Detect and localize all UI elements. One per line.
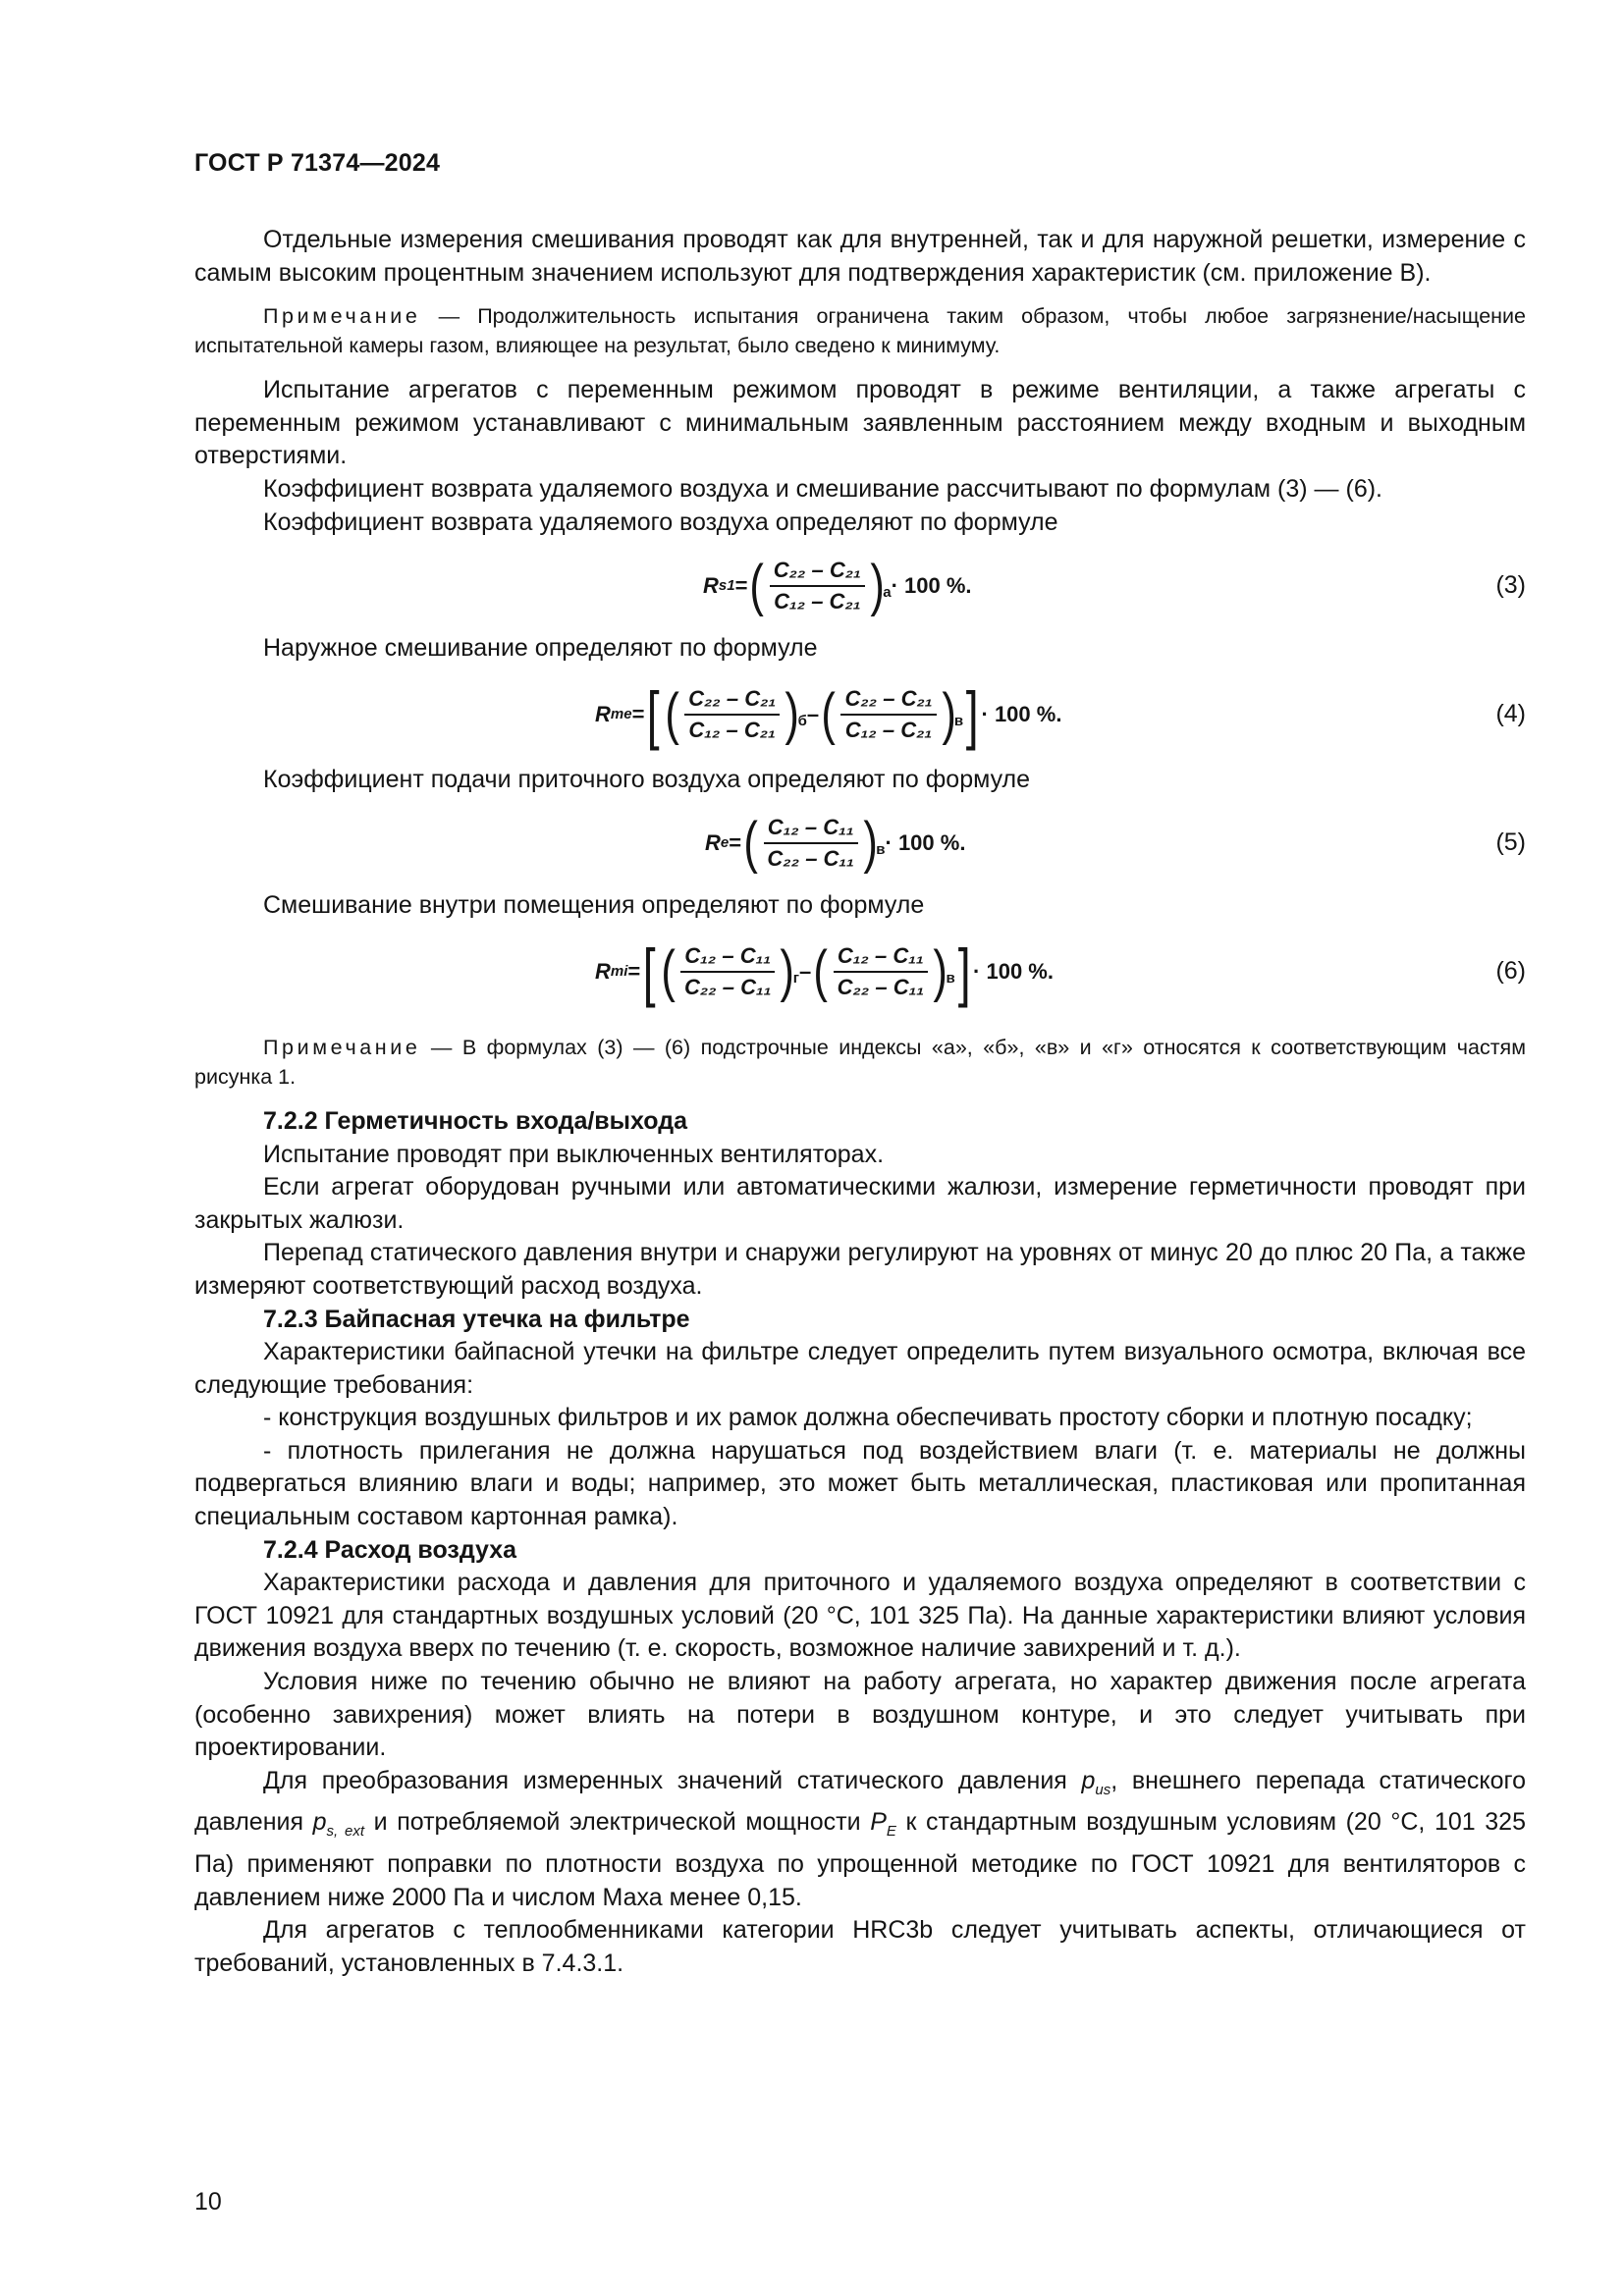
paragraph: Испытание агрегатов с переменным режимом проводят в режиме вентиляции, а также агрегаты с переменным режимом устанавливают с минимальным заявленным расстоянием между входным и выходным отверстиями.: [194, 376, 1526, 470]
formula-6: [194, 923, 1526, 1021]
formula-5: [194, 796, 1526, 889]
note-label: Примечание: [263, 304, 421, 329]
section-heading: 7.2.4 Расход воздуха: [263, 1535, 517, 1564]
formula-number: (4): [1495, 700, 1526, 728]
paragraph: Наружное смешивание определяют по формуле: [263, 634, 818, 663]
section-heading: 7.2.2 Герметичность входа/выхода: [263, 1106, 688, 1135]
list-item: - конструкция воздушных фильтров и их рамок должна обеспечивать простоту сборки и плотную посадку;: [263, 1404, 1473, 1432]
paragraph: Характеристики байпасной утечки на фильтре следует определить путем визуального осмотра, включая все следующие требования:: [194, 1338, 1526, 1399]
body-text: [194, 224, 1526, 1980]
note: [194, 301, 1526, 360]
formula-number: (6): [1495, 957, 1526, 986]
section-heading: 7.2.3 Байпасная утечка на фильтре: [263, 1305, 690, 1333]
paragraph: Коэффициент возврата удаляемого воздуха определяют по формуле: [263, 507, 1058, 536]
page-number: 10: [194, 2188, 222, 2216]
paragraph: Для преобразования измеренных значений статического давления $p_{us}$, внешнего перепада статического давления $p_{s, ext}$ и потребляемой электрической мощности $P_E$ к стандартным воздушным условиям (20 °С, 101 325 Па) применяют поправки по плотности воздуха по упрощенной методике по ГОСТ 10921 для вентиляторов с давлением ниже 2000 Па и числом Маха менее 0,15.: [194, 1766, 1526, 1911]
paragraph: Испытание проводят при выключенных вентиляторах.: [263, 1140, 885, 1168]
note: [194, 1033, 1526, 1092]
formula-4-expression: R me = [ ( $\frac{\text{C₂₂ – C₂₁}}{\text{C₁₂ – C₂₁}}$ ) б – ( $\frac{\text{C₂₂ – C₂₁}}{\text{C₁₂ – C₂₁}}$ ) в ] · 100 %.: [595, 677, 1062, 751]
paragraph: Коэффициент возврата удаляемого воздуха и смешивание рассчитывают по формулам (3) — (6).: [263, 474, 1382, 503]
formula-number: (3): [1495, 571, 1526, 600]
paragraph: Коэффициент подачи приточного воздуха определяют по формуле: [263, 765, 1031, 793]
standard-header: ГОСТ Р 71374—2024: [194, 149, 441, 177]
paragraph: Условия ниже по течению обычно не влияют на работу агрегата, но характер движения после агрегата (особенно завихрения) может влиять на потери в воздушном контуре, и это следует учитывать при проектировании.: [194, 1668, 1526, 1762]
paragraph: Перепад статического давления внутри и снаружи регулируют на уровнях от минус 20 до плюс 20 Па, а также измеряют соответствующий расход воздуха.: [194, 1239, 1526, 1300]
formula-5-expression: R e = ( $\frac{\text{C₁₂ – C₁₁}}{\text{C₂₂ – C₁₁}}$ ) в · 100 %.: [705, 810, 966, 875]
paragraph: Характеристики расхода и давления для приточного и удаляемого воздуха определяют в соответствии с ГОСТ 10921 для стандартных воздушных условий (20 °С, 101 325 Па). На данные характеристики влияют условия движения воздуха вверх по течению (т. е. скорость, возможное наличие завихрений и т. д.).: [194, 1569, 1526, 1663]
formula-number: (5): [1495, 828, 1526, 857]
note-text: — В формулах (3) — (6) подстрочные индексы «а», «б», «в» и «г» относятся к соответствующим частям рисунка 1.: [194, 1035, 1526, 1089]
note-text: — Продолжительность испытания ограничена таким образом, чтобы любое загрязнение/насыщение испытательной камеры газом, влияющее на результат, было сведено к минимуму.: [194, 304, 1526, 358]
formula-3: [194, 539, 1526, 632]
formula-4: [194, 666, 1526, 764]
paragraph: Смешивание внутри помещения определяют по формуле: [263, 891, 925, 920]
list-item: - плотность прилегания не должна нарушаться под воздействием влаги (т. е. материалы не должны подвергаться влиянию влаги и воды; например, это может быть металлическая, пластиковая или пропитанная специальным составом картонная рамка).: [194, 1436, 1526, 1531]
formula-3-expression: R s1 = ( $\frac{\text{C₂₂ – C₂₁}}{\text{C₁₂ – C₂₁}}$ ) а · 100 %.: [703, 553, 972, 617]
paragraph: Отдельные измерения смешивания проводят как для внутренней, так и для наружной решетки, измерение с самым высоким процентным значением используют для подтверждения характеристик (см. приложение В).: [194, 226, 1526, 287]
paragraph: Для агрегатов с теплообменниками категории HRC3b следует учитывать аспекты, отличающиеся от требований, установленных в 7.4.3.1.: [194, 1916, 1526, 1977]
paragraph: Если агрегат оборудован ручными или автоматическими жалюзи, измерение герметичности проводят при закрытых жалюзи.: [194, 1173, 1526, 1234]
note-label: Примечание: [263, 1035, 421, 1059]
formula-6-expression: R mi = [ ( $\frac{\text{C₁₂ – C₁₁}}{\text{C₂₂ – C₁₁}}$ ) г – ( $\frac{\text{C₁₂ – C₁₁}}{\text{C₂₂ – C₁₁}}$ ) в ] · 100 %.: [595, 934, 1054, 1008]
